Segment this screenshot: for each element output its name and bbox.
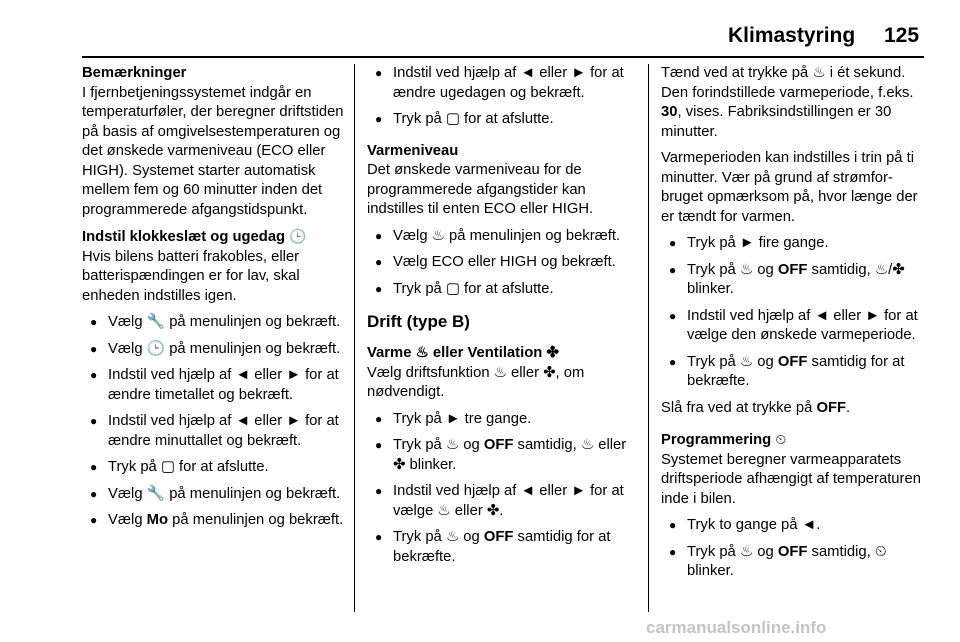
level-block [367,142,635,220]
list-item: ● Indstil ved hjælp af ◄ eller ► for at ændre ugedagen og bekræft. [367,64,635,103]
list-item-text: samtidig, ♨/✤ blinker. [687,261,905,297]
list-item-bold: OFF [777,261,808,278]
paragraph: Varmeperioden kan indstilles i trin på ti minutter. Vær på grund af strømforbruget opmærksom på, hvor længe der er tændt for varmen. [661,150,918,225]
list-item: ● Indstil ved hjælp af ◄ eller ► for at vælge den ønskede varmeperiode. [661,307,927,346]
list-item: ● Tryk på ► tre gange. [367,410,635,430]
list-item-bold: OFF [777,543,808,560]
period-steps-list [661,234,927,392]
column-divider [648,64,649,612]
clock-text: Hvis bilens batteri frakobles, eller batterispændingen er for lav, skal enheden indstilles igen. [82,248,300,304]
paragraph [661,64,927,142]
programming-title: Programmering [661,432,772,448]
section-heading: Drift (type B) [367,312,470,331]
list-item [367,528,635,567]
programming-steps-list [661,516,927,582]
list-item: ● Vælg ECO eller HIGH og bekræft. [367,253,635,273]
list-item: ● Tryk to gange på ◄. [661,516,927,536]
mode-steps-list [367,410,635,568]
level-title: Varmeniveau [367,142,459,159]
level-text: Det ønskede varmeniveau for de programmerede afgangstider kan indstilles til enten ECO eller HIGH. [367,162,594,217]
list-item: ● Tryk på ▢ for at afslutte. [367,280,635,300]
paragraph-text: Tænd ved at trykke på ♨ i ét sekund. Den forindstillede varmeperiode, f.eks. [661,65,914,101]
weekday-steps-list [367,64,635,130]
list-item: ● Vælg ♨ på menulinjen og bekræft. [367,227,635,247]
list-item-text: Tryk på ♨ og [687,261,778,278]
level-steps-list [367,227,635,300]
list-item-text: samtidig, ⏲ blinker. [687,543,887,579]
list-item: ● Vælg 🕒 på menulinjen og bekræft. [82,340,344,360]
list-item-bold: Mo [146,512,169,528]
paragraph-bold: OFF [816,399,847,416]
note-block [82,64,344,220]
paragraph-text: . [846,399,851,416]
list-item: ● Tryk på ▢ for at afslutte. [367,110,635,130]
clock-icon: 🕒 [289,228,307,244]
list-item-text: Vælg [108,512,147,528]
list-item-text: Tryk på ♨ og [687,543,778,560]
note-text: I fjernbetjeningssystemet indgår en temperaturføler, der beregner driftstiden på basis af omgivelsestemperaturen og det ønskede varmeniveau (ECO eller HIGH). Systemet starter automatisk mellem fem og 60 minutter inden det programmerede afgangstidspunkt. [82,84,344,218]
list-item: ● Indstil ved hjælp af ◄ eller ► for at ændre timetallet og bekræft. [82,366,344,405]
paragraph-text: Slå fra ved at trykke på [661,399,817,416]
list-item-bold: OFF [483,529,514,545]
watermark: carmanualsonline.info [646,618,827,637]
clock-section-heading [82,227,344,248]
paragraph-bold: 30 [661,104,678,120]
column-divider [354,64,355,612]
mode-title: Varme ♨ eller Ventilation ✤ [367,345,559,361]
page-number: 125 [884,24,920,47]
list-item-bold: OFF [483,437,514,453]
programming-block [661,430,927,509]
page-header-title: Klimastyring [728,24,856,47]
list-item: ● Vælg 🔧 på menulinjen og bekræft. [82,485,344,505]
list-item-text: Tryk på ♨ og [393,437,484,453]
timer-icon: ⏲ [775,431,787,447]
list-item-text: Tryk på ♨ og [393,529,484,545]
list-item-text: samtidig, ♨ eller ✤ blinker. [393,437,627,473]
column-3 [661,64,927,589]
list-item-text: samtidig for at bekræfte. [687,353,905,389]
list-item: ● Indstil ved hjælp af ◄ eller ► for at vælge ♨ eller ✤. [367,482,635,521]
clock-title: Indstil klokkeslæt og ugedag [82,229,286,245]
list-item-text: på menulinjen og bekræft. [168,512,344,528]
list-item [661,261,927,300]
paragraph [661,399,927,419]
programming-text: Systemet beregner varmeapparatets driftsperiode afhængigt af temperaturen inde i bilen. [661,451,921,507]
list-item-text: Tryk på ♨ og [687,353,778,370]
mode-block [367,344,635,403]
mode-text: Vælg driftsfunktion ♨ eller ✤, om nødvendigt. [367,364,585,400]
list-item [82,511,344,531]
paragraph-text: , vises. Fabriksindstillingen er 30 minutter. [661,104,892,140]
list-item: ● Vælg 🔧 på menulinjen og bekræft. [82,313,344,333]
column-1 [82,64,344,538]
note-title: Bemærkninger [82,65,187,81]
list-item: ● Indstil ved hjælp af ◄ eller ► for at ændre minuttallet og bekræft. [82,412,344,451]
list-item-bold: OFF [777,353,808,370]
list-item: ● Tryk på ► fire gange. [661,234,927,254]
list-item [367,436,635,475]
list-item: ● Tryk på ▢ for at afslutte. [82,458,344,478]
header-divider [82,56,924,58]
column-2 [367,64,635,574]
clock-steps-list [82,313,344,531]
list-item-text: samtidig for at bekræfte. [393,529,611,565]
list-item [661,353,927,392]
list-item [661,543,927,582]
